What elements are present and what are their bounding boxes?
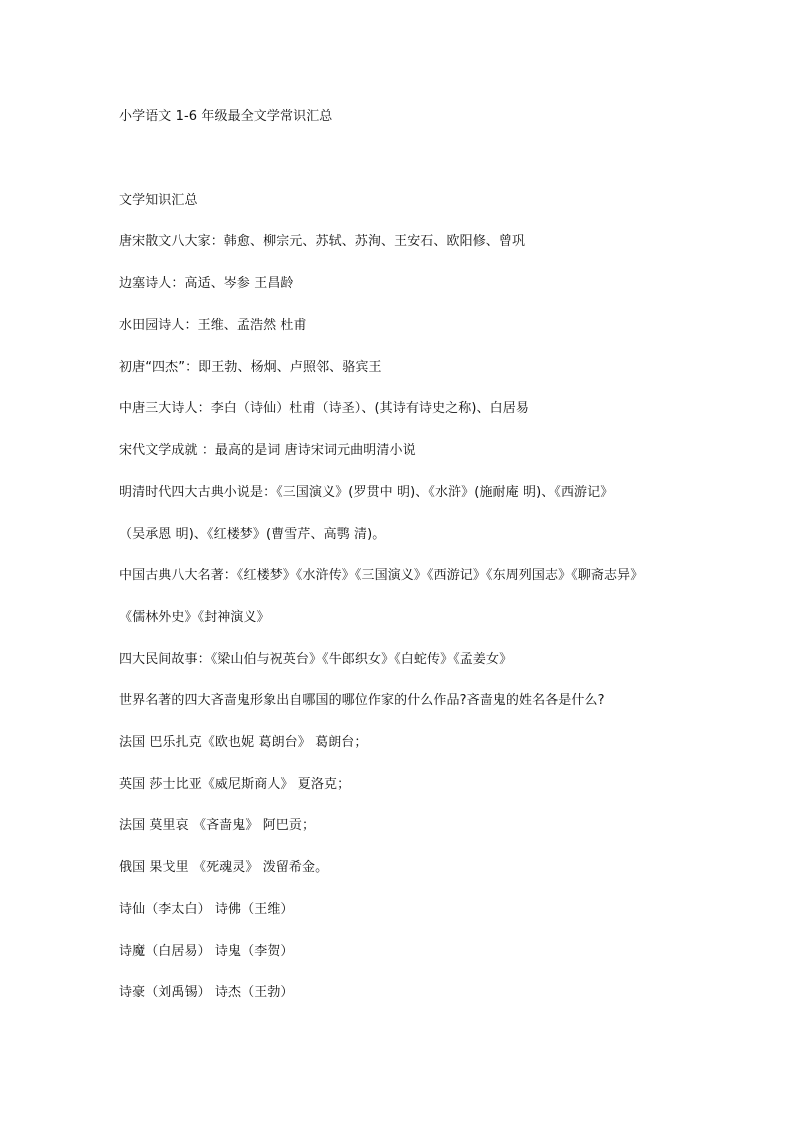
text-line: 诗魔（白居易） 诗鬼（李贺）: [119, 944, 294, 959]
text-line: 中唐三大诗人：李白（诗仙）杜甫（诗圣）、(其诗有诗史之称)、白居易: [119, 401, 529, 416]
text-line: 俄国 果戈里 《死魂灵》 泼留希金。: [119, 860, 329, 875]
text-line: 唐宋散文八大家：韩愈、柳宗元、苏轼、苏洵、王安石、欧阳修、曾巩: [119, 234, 526, 249]
text-line: 诗豪（刘禹锡） 诗杰（王勃）: [119, 985, 294, 1000]
text-line: 初唐“四杰”：即王勃、杨炯、卢照邻、骆宾王: [119, 360, 382, 375]
text-line: 诗仙（李太白） 诗佛（王维）: [119, 902, 294, 917]
text-line: 中国古典八大名著：《红楼梦》《水浒传》《三国演义》《西游记》《东周列国志》《聊斋志异》: [119, 568, 644, 583]
section-heading: 文学知识汇总: [119, 193, 198, 208]
text-line: 法国 莫里哀 《吝啬鬼》 阿巴贡；: [119, 818, 316, 833]
text-line: 四大民间故事：《梁山伯与祝英台》《牛郎织女》《白蛇传》《孟姜女》: [119, 652, 513, 667]
text-line: 边塞诗人：高适、岑参 王昌龄: [119, 276, 294, 291]
text-line: 《儒林外史》《封神演义》: [119, 610, 270, 625]
text-line: 宋代文学成就 ：最高的是词 唐诗宋词元曲明清小说: [119, 443, 416, 458]
text-line: 法国 巴乐扎克《欧也妮 葛朗台》 葛朗台；: [119, 735, 368, 750]
text-line: 水田园诗人：王维、孟浩然 杜甫: [119, 318, 307, 333]
text-line: 明清时代四大古典小说是：《三国演义》(罗贯中 明)、《水浒》(施耐庵 明)、《西游记》: [119, 485, 614, 500]
text-line: 英国 莎士比亚《威尼斯商人》 夏洛克；: [119, 777, 351, 792]
text-line: 世界名著的四大吝啬鬼形象出自哪国的哪位作家的什么作品?吝啬鬼的姓名各是什么?: [119, 693, 605, 708]
document-title: 小学语文 1-6 年级最全文学常识汇总: [119, 109, 333, 124]
text-line: （吴承恩 明)、《红楼梦》(曹雪芹、高鹗 清)。: [119, 527, 386, 542]
